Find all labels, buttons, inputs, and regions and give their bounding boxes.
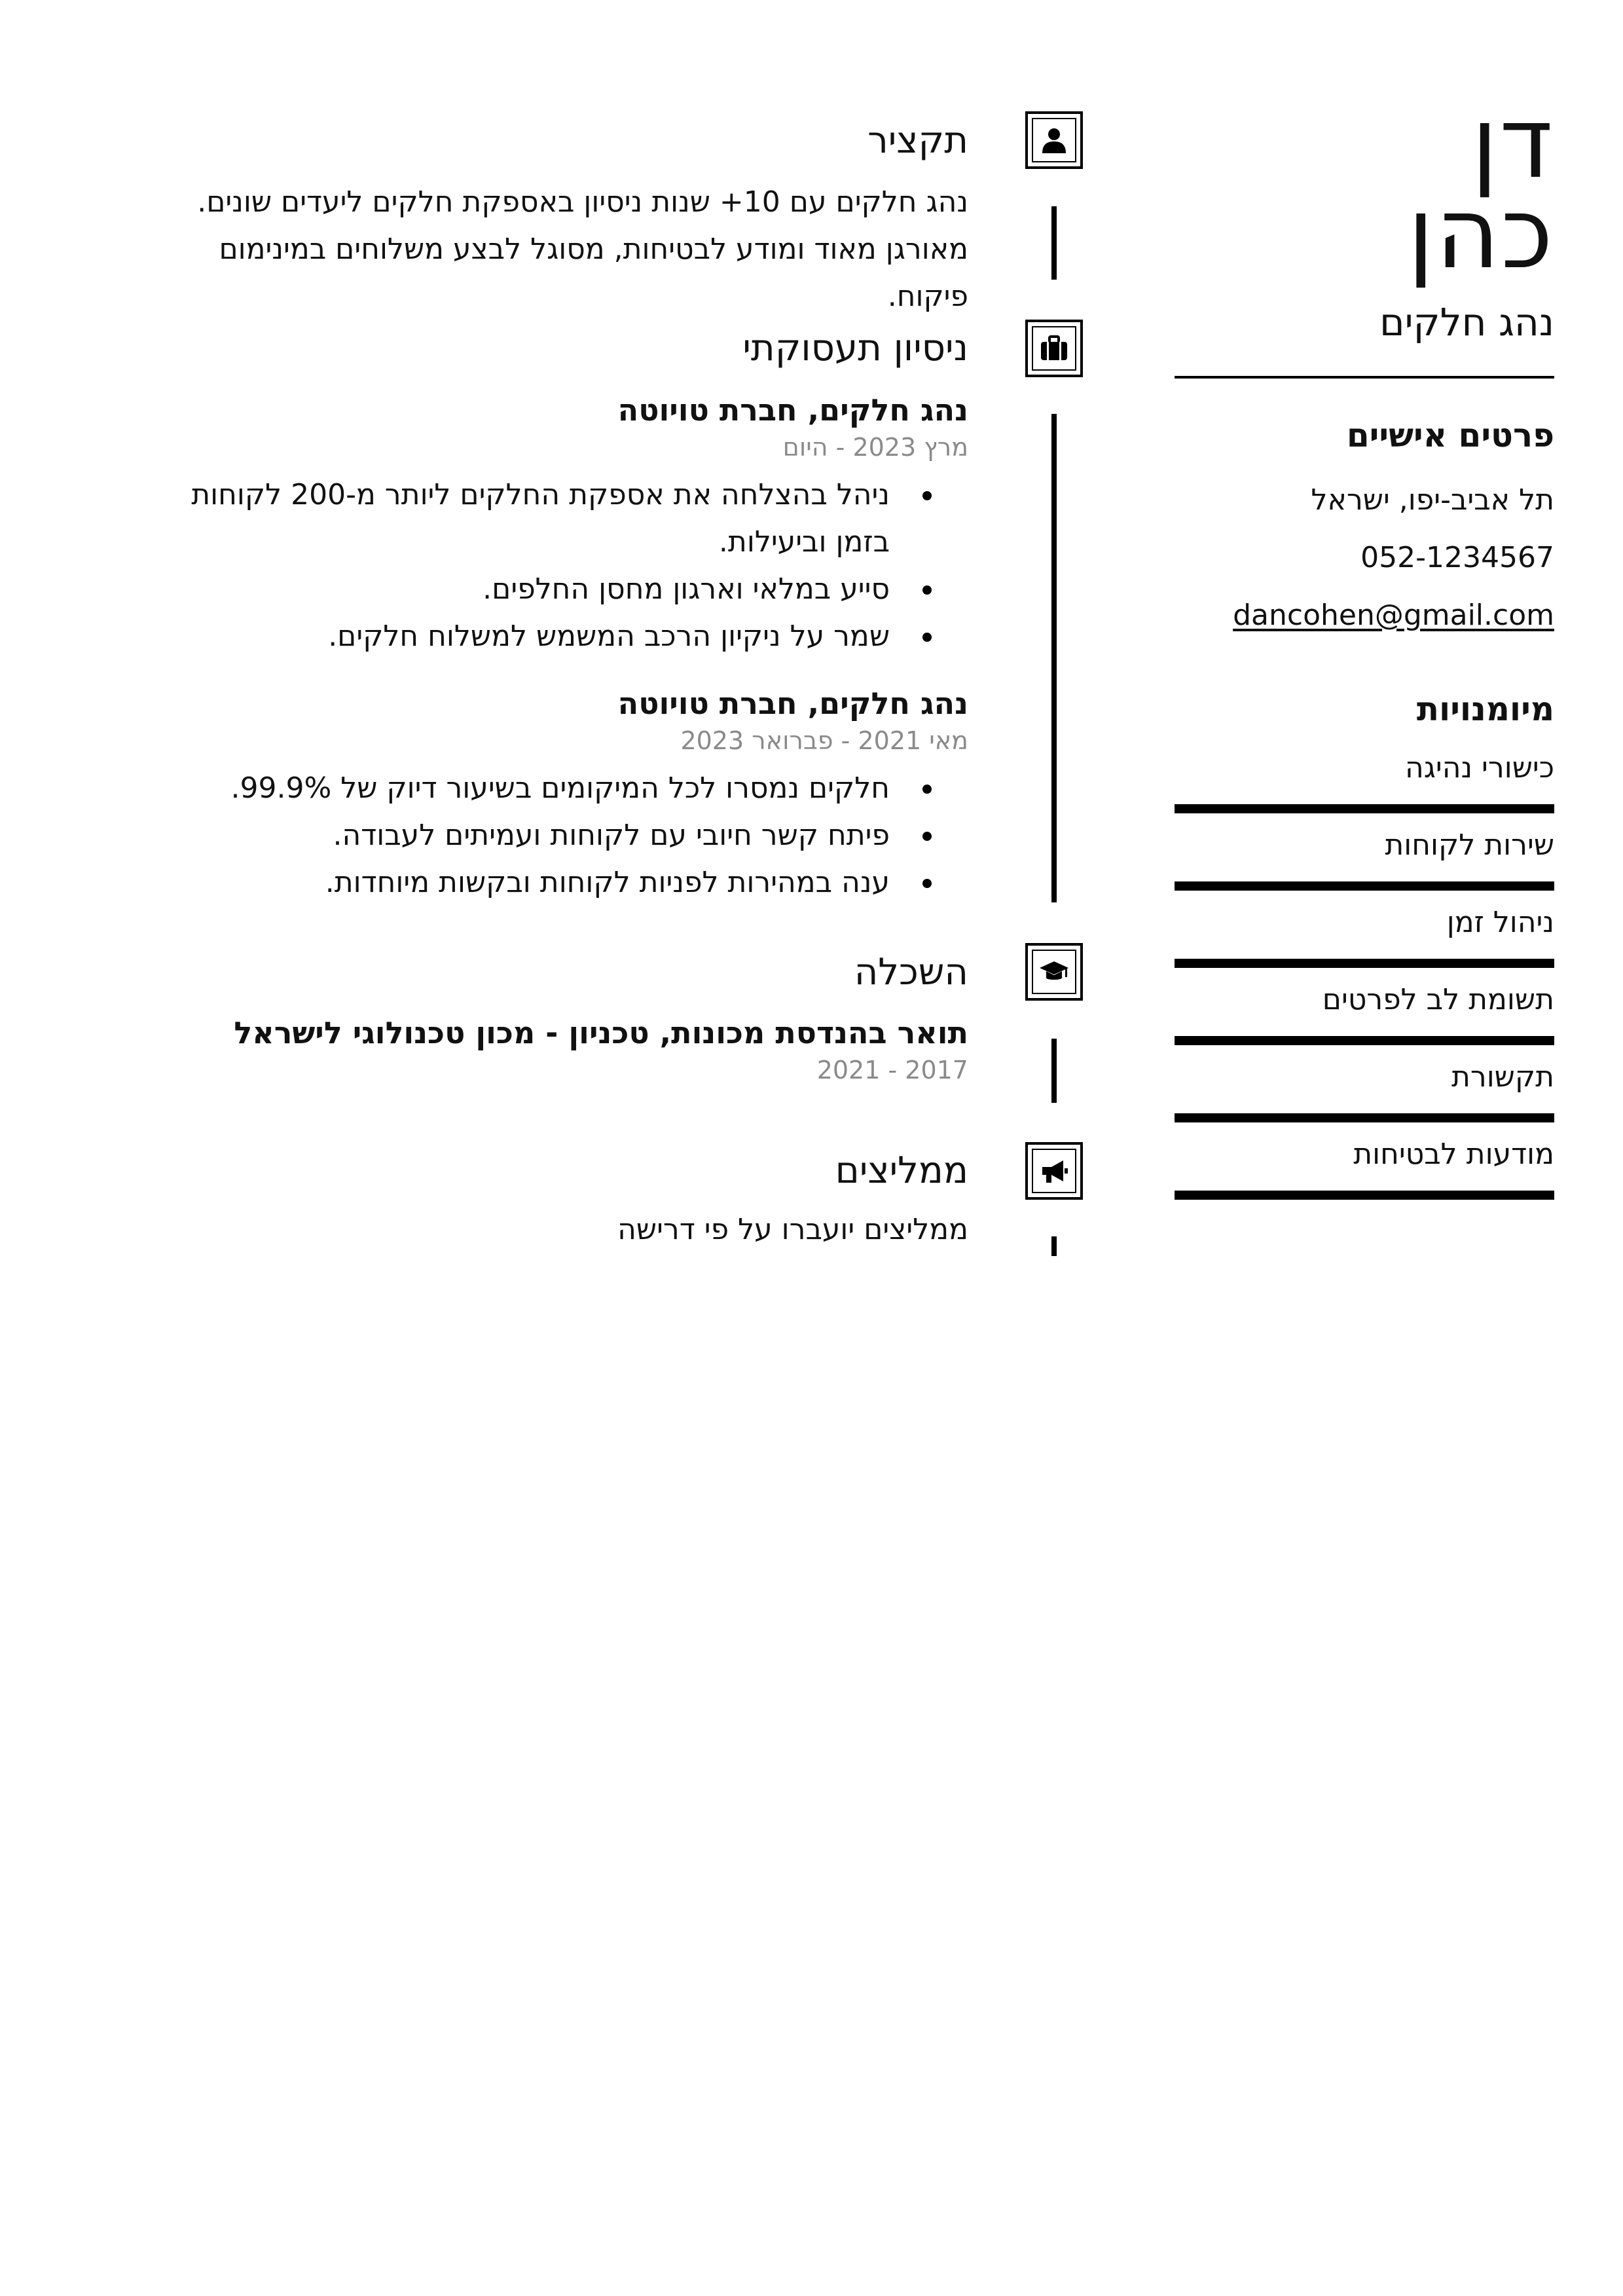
list-item: שמר על ניקיון הרכב המשמש למשלוח חלקים. [170, 613, 890, 660]
list-item: חלקים נמסרו לכל המיקומים בשיעור דיוק של 99.9%. [170, 765, 890, 812]
email-link[interactable]: dancohen@gmail.com [1233, 599, 1554, 632]
personal-details-heading: פרטים אישיים [1346, 417, 1554, 454]
job-role: נהג חלקים, חברת טויוטה [617, 686, 968, 721]
skill-item [1175, 977, 1554, 1045]
first-name: דן [1471, 86, 1554, 200]
education-heading: השכלה [854, 951, 968, 993]
skill-level-bar [1175, 804, 1554, 813]
skill-level-bar [1175, 1113, 1554, 1122]
education-section [170, 946, 968, 1086]
skills-list [1175, 745, 1554, 1200]
skill-item [1175, 1054, 1554, 1122]
skill-label: מודעות לבטיחות [1353, 1138, 1554, 1171]
summary-section [170, 115, 968, 320]
megaphone-icon [1025, 1142, 1083, 1200]
last-name: כהן [1407, 177, 1554, 291]
timeline-line [1051, 1039, 1057, 1103]
divider [1175, 376, 1554, 379]
person-icon [1025, 111, 1083, 169]
skill-label: תקשורת [1451, 1060, 1554, 1094]
list-item: ניהל בהצלחה את אספקת החלקים ליותר מ-200 לקוחות בזמן וביעילות. [170, 472, 890, 566]
experience-section [170, 322, 968, 906]
skill-label: שירות לקוחות [1385, 828, 1554, 862]
skill-item [1175, 900, 1554, 968]
skill-item [1175, 745, 1554, 813]
references-heading: ממליצים [835, 1149, 968, 1192]
job-dates: מרץ 2023 - היום [782, 433, 968, 462]
timeline-line [1051, 414, 1057, 902]
timeline-line [1051, 1236, 1057, 1256]
list-item: סייע במלאי וארגון מחסן החלפים. [170, 566, 890, 613]
skill-label: תשומת לב לפרטים [1322, 983, 1554, 1016]
experience-heading: ניסיון תעסוקתי [742, 327, 968, 369]
job-title: נהג חלקים [1379, 300, 1554, 344]
summary-heading: תקציר [867, 119, 968, 162]
timeline-line [1051, 206, 1057, 280]
phone: 052-1234567 [1360, 541, 1554, 574]
references-section [170, 1145, 968, 1253]
sidebar [1175, 86, 1554, 1200]
job-entry [170, 682, 968, 906]
skill-level-bar [1175, 1191, 1554, 1200]
full-name [1175, 86, 1554, 291]
degree: תואר בהנדסת מכונות, טכניון - מכון טכנולוגי לישראל [234, 1015, 968, 1050]
briefcase-icon [1025, 320, 1083, 377]
location: תל אביב-יפו, ישראל [1311, 483, 1554, 517]
job-bullets [170, 472, 968, 660]
graduation-cap-icon [1025, 943, 1083, 1001]
job-dates: מאי 2021 - פברואר 2023 [680, 726, 968, 755]
skill-label: ניהול זמן [1446, 906, 1554, 939]
skill-level-bar [1175, 1036, 1554, 1045]
references-text: ממליצים יועברו על פי דרישה [617, 1213, 968, 1246]
skill-label: כישורי נהיגה [1404, 751, 1554, 785]
skill-level-bar [1175, 881, 1554, 891]
education-dates: 2017 - 2021 [816, 1056, 968, 1084]
list-item: ענה במהירות לפניות לקוחות ובקשות מיוחדות. [170, 859, 890, 906]
skill-item [1175, 1132, 1554, 1200]
summary-text: נהג חלקים עם 10+ שנות ניסיון באספקת חלקים ליעדים שונים. מאורגן מאוד ומודע לבטיחות, מסוגל לבצע משלוחים במינימום פיקוח. [197, 185, 968, 313]
skill-level-bar [1175, 959, 1554, 968]
job-role: נהג חלקים, חברת טויוטה [617, 392, 968, 428]
job-entry [170, 389, 968, 660]
skills-heading: מיומנויות [1416, 690, 1554, 728]
skill-item [1175, 823, 1554, 891]
list-item: פיתח קשר חיובי עם לקוחות ועמיתים לעבודה. [170, 812, 890, 859]
job-bullets [170, 765, 968, 906]
